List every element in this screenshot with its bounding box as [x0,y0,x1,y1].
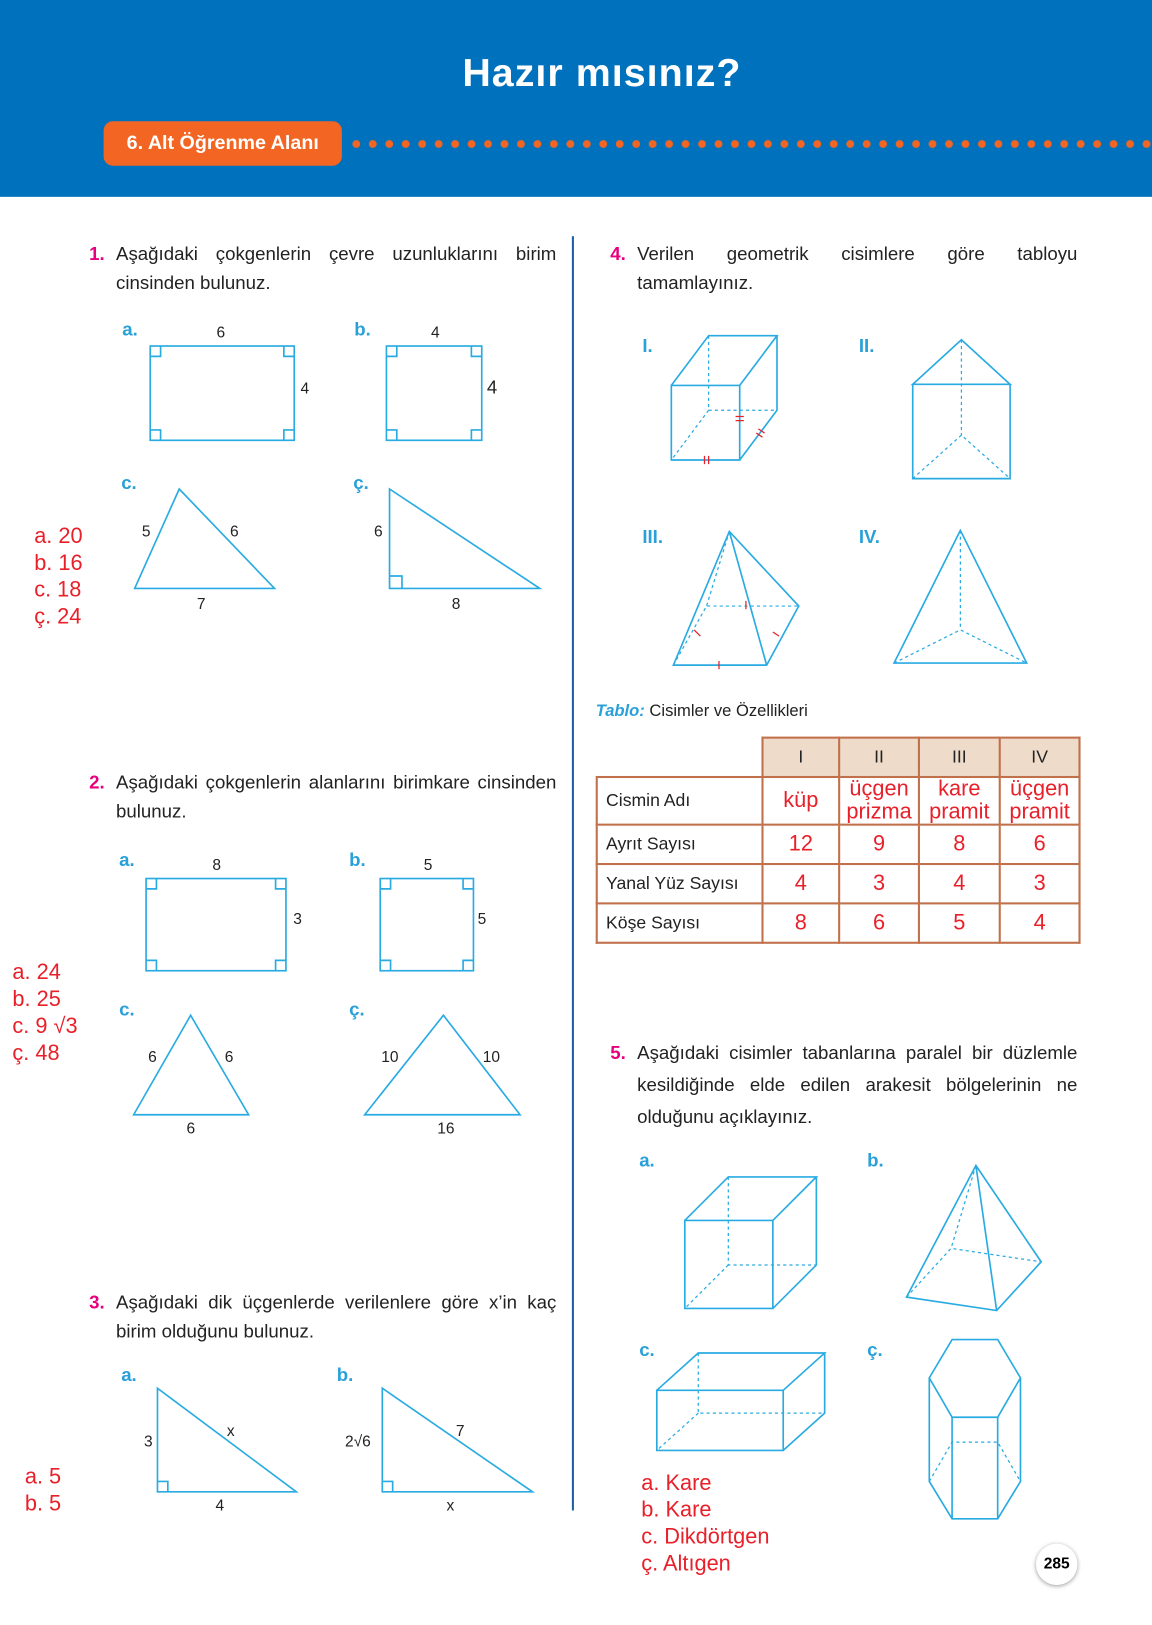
cell-answer: kare pramit [929,777,990,824]
figure-letter: b. [349,849,366,871]
figure-letter: ç. [349,998,365,1020]
solid-pyramid-5b [867,1150,1041,1311]
figure-label: 10 [482,1048,501,1066]
figure-letter: c. [639,1339,655,1361]
table-row [597,864,1080,903]
figure-label: 16 [437,1120,455,1138]
answer: b. 25 [12,987,61,1012]
question-text: Aşağıdaki cisimler tabanlarına paralel bir düzlemle kesildiğinde elde edilen arakesit bölgelerinin ne olduğunu açıklayınız. [637,1042,1078,1128]
answer: c. 18 [34,578,82,602]
cell-answer: 3 [1033,871,1046,896]
table-header-row [597,738,1080,777]
figure-label: 6 [373,523,383,541]
question-number: 3. [89,1291,105,1313]
row-label: Köşe Sayısı [597,903,763,942]
cell-answer: küp [783,788,819,813]
cell-answer: 6 [872,910,886,935]
solid-square-pyramid [642,526,798,669]
figure-label: x [446,1497,455,1515]
figure-label: 5 [477,911,487,929]
figure-label: x [226,1422,235,1440]
answer: ç. Altıgen [641,1551,731,1576]
question-text: Aşağıdaki çokgenlerin alanlarını birimkare cinsinden bulunuz. [116,771,557,822]
figure-label: 6 [186,1120,196,1138]
figure-label: 5 [423,857,433,875]
question-text: Aşağıdaki çokgenlerin çevre uzunluklarını birim cinsinden bulunuz. [116,243,557,294]
figure-letter: a. [121,1363,137,1385]
table-row [597,903,1080,942]
section-badge: 6. Alt Öğrenme Alanı [104,121,342,166]
solid-triangular-prism [859,335,1010,478]
figure-letter: IV. [858,525,880,547]
answer: ç. 48 [12,1041,60,1066]
answer: a. Kare [641,1471,712,1495]
figure-label: 10 [381,1048,399,1066]
q3-figure-b [337,1364,533,1515]
figure-label: 2√6 [344,1433,371,1451]
answer: a. 5 [24,1464,62,1489]
q1-figure-a [122,319,309,441]
figure-letter: b. [336,1363,354,1385]
answer: a. 20 [34,524,83,549]
column-header: III [919,738,1000,777]
cell-answer: 5 [953,910,966,935]
table-row [597,825,1080,864]
answer: b. 16 [34,551,83,575]
answer: ç. 24 [34,605,82,629]
q3-figure-a [121,1364,296,1515]
solid-cube [642,335,777,464]
caption-label: Tablo: [595,702,645,721]
figure-letter: b. [867,1149,884,1171]
figure-letter: ç. [867,1339,883,1361]
q2-figure-a [119,849,302,971]
answer: c. Dikdörtgen [641,1524,770,1549]
q2-figure-b [349,849,486,971]
cell-answer: 6 [1033,831,1046,856]
figure-label: 5 [141,523,151,541]
row-label: Ayrıt Sayısı [597,825,763,864]
properties-table [596,737,1081,944]
figure-letter: a. [119,849,135,871]
q2-figure-c [119,998,249,1137]
page-title: Hazır mısınız? [462,51,742,96]
figure-label: 4 [430,324,440,342]
cell-answer: 9 [872,831,886,856]
figure-letter: ç. [353,471,369,493]
figure-letter: I. [642,335,653,357]
cell-answer: 3 [872,871,886,896]
answer: b. 5 [24,1491,62,1516]
figure-label: 3 [293,911,302,929]
column-header: I [762,738,839,777]
question-text: Aşağıdaki dik üçgenlerde verilenlere göre x’in kaç birim olduğunu bulunuz. [116,1291,557,1342]
question-text: Verilen geometrik cisimlere göre tabloyu tamamlayınız. [637,243,1078,294]
table-row [597,777,1080,825]
cell-answer: üçgen pramit [1009,777,1070,824]
caption-text: Cisimler ve Özellikleri [649,702,808,721]
cell-answer: 12 [788,831,813,856]
figure-letter: a. [639,1149,655,1171]
row-label: Cismin Adı [597,777,763,825]
figure-label: 6 [224,1048,234,1066]
figure-label: 3 [144,1433,153,1451]
table-caption [596,702,808,721]
question-number: 5. [610,1042,626,1063]
figure-label: 7 [455,1422,465,1440]
figure-label: 6 [216,324,226,342]
answer: b. Kare [641,1498,712,1522]
solid-triangular-pyramid [859,526,1027,663]
cell-answer: 4 [794,871,807,896]
row-label: Yanal Yüz Sayısı [597,864,763,903]
figure-label: 4 [486,376,498,398]
column-header: II [839,738,919,777]
cell-answer: 8 [794,910,807,935]
page-number: 285 [1036,1544,1077,1585]
answer: c. 9 √3 [12,1014,78,1039]
figure-letter: c. [119,998,135,1020]
q1-figure-b [354,319,497,441]
cell-answer: üçgen prizma [846,777,912,824]
figure-letter: III. [642,525,664,547]
figure-label: 8 [451,596,461,614]
figure-label: 4 [300,380,310,398]
cell-answer: 4 [953,871,966,896]
table-corner [597,738,763,777]
question-number: 2. [89,771,105,793]
figure-letter: II. [858,335,875,357]
q2-figure-cc [349,998,520,1137]
figure-label: 7 [196,596,206,614]
q1-figure-c [121,472,274,613]
figure-letter: b. [354,318,371,340]
figure-label: 6 [229,523,239,541]
figure-label: 8 [212,857,222,875]
figure-letter: a. [122,318,138,340]
figure-label: 6 [148,1048,157,1066]
cell-answer: 4 [1033,910,1046,935]
answer: a. 24 [12,960,61,985]
solid-cube-5a [639,1150,816,1309]
solid-hexagonal-prism-5cc [867,1339,1020,1519]
question-number: 4. [610,243,626,265]
figure-letter: c. [121,471,137,493]
solid-box-5c [639,1339,824,1450]
figure-label: 4 [215,1497,225,1515]
cell-answer: 8 [953,831,966,856]
question-number: 1. [89,243,105,265]
q1-figure-cc [353,472,539,613]
column-header: IV [1000,738,1080,777]
